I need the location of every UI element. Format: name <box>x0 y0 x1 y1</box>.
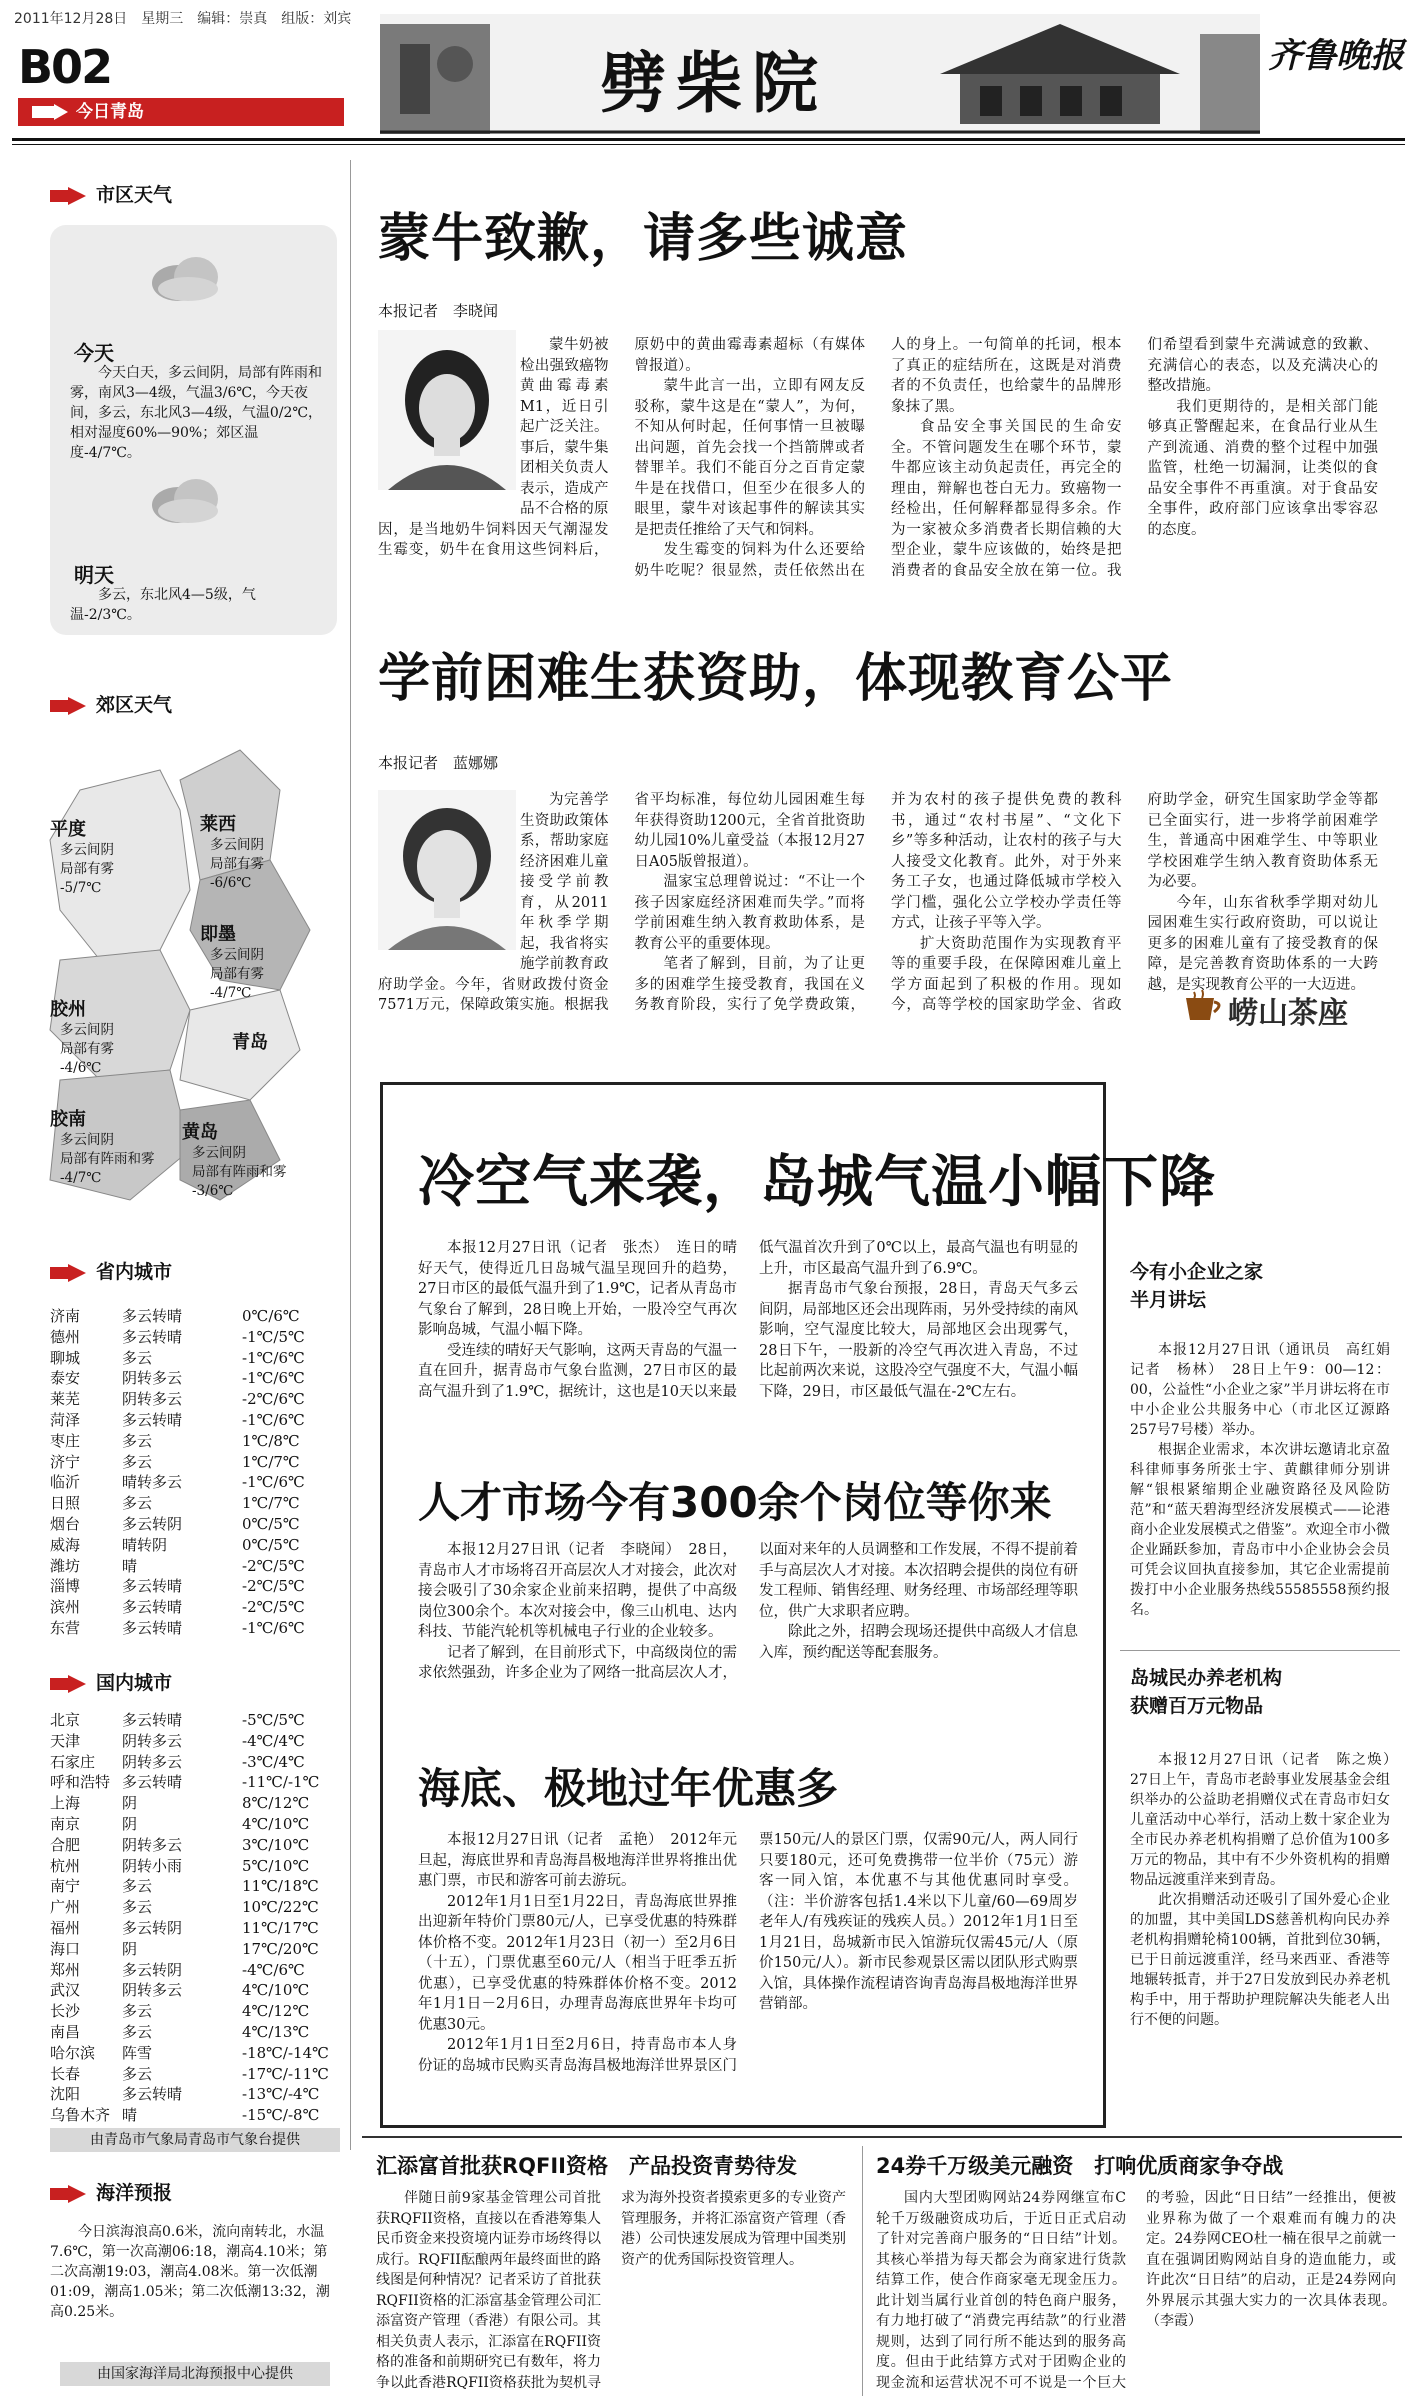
region-name: 莱西 <box>200 814 236 835</box>
article3-title: 人才市场今有300余个岗位等你来 <box>418 1478 1052 1527</box>
article3-paragraph: 除此之外，招聘会现场还提供中高级人才信息入库，预约配送等配套服务。 <box>759 1624 1078 1661</box>
city-condition: 阴转多云 <box>122 1752 183 1771</box>
city-temp: -2℃/5℃ <box>242 1598 305 1617</box>
city-condition: 多云 <box>122 2002 153 2021</box>
city-condition: 晴转阴 <box>122 1535 168 1554</box>
today-title: 今天 <box>74 341 114 365</box>
city-condition: 阴转小雨 <box>122 1856 183 1875</box>
article1-paragraph: 发生霉变的饲料为什么还要给奶牛吃呢？很显然，责任依然出在人的身上。一句简单的托词，根本了真正的症结所在，这既是对消费者的不负责任，也给蒙牛的品牌形象抹了黑。 <box>634 337 1122 579</box>
map-region-label <box>232 1028 268 1054</box>
city-temp: -2℃/5℃ <box>242 1577 305 1596</box>
region-forecast-line: 局部有雾 <box>210 966 264 982</box>
city-row <box>50 1472 340 1493</box>
city-row <box>50 1618 340 1639</box>
city-name: 南京 <box>50 1814 81 1833</box>
city-temp: -2℃/6℃ <box>242 1390 305 1409</box>
city-name: 沈阳 <box>50 2085 81 2104</box>
city-name: 南宁 <box>50 1877 81 1896</box>
suburb-weather-heading-text: 郊区天气 <box>96 694 173 716</box>
city-temp: 1℃/8℃ <box>242 1431 300 1450</box>
bottom-col-divider <box>862 2146 863 2396</box>
city-condition: 多云 <box>122 1348 153 1367</box>
city-name: 莱芜 <box>50 1390 81 1409</box>
section-arrow-icon <box>32 104 68 120</box>
region-forecast-line: 局部有雾 <box>60 861 114 877</box>
city-condition: 阴转多云 <box>122 1835 183 1854</box>
article3-body <box>418 1540 1078 1700</box>
feature-title: 冷空气来袭，岛城气温小幅下降 <box>418 1150 1216 1215</box>
city-temp: 4℃/10℃ <box>242 1814 310 1833</box>
city-row <box>50 1493 340 1514</box>
cloud-icon-tomorrow <box>148 475 222 525</box>
city-condition: 多云转晴 <box>122 2085 183 2104</box>
national-city-table <box>50 1710 340 2126</box>
city-name: 枣庄 <box>50 1431 81 1450</box>
city-name: 海口 <box>50 1939 81 1958</box>
city-row <box>50 1556 340 1577</box>
city-name: 滨州 <box>50 1598 81 1617</box>
city-name: 天津 <box>50 1731 81 1750</box>
city-name: 合肥 <box>50 1835 81 1854</box>
city-name: 聊城 <box>50 1348 81 1367</box>
city-temp: -3℃/4℃ <box>242 1752 305 1771</box>
article2-paragraph: 笔者了解到，目前，为了让更多的困难学生接受教育，我国在义务教育阶段，实行了免学费政策，并为农村的孩子提供免费的教科书，通过“农村书屋”、“文化下乡”等多种活动，让农村的孩子与大人接受文化教育。此外，对于外来务工子女，也通过降低城市学校入学门槛，强化公立学校办学责任等方式，让孩子平等入学。 <box>634 792 1122 1013</box>
article2-byline: 本报记者 蓝娜娜 <box>378 754 499 772</box>
city-name: 威海 <box>50 1535 81 1554</box>
city-temp: -1℃/6℃ <box>242 1410 305 1429</box>
tomorrow-forecast: 多云，东北风4—5级，气温-2/3℃。 <box>70 587 256 623</box>
region-forecast-line: -4/7℃ <box>210 985 252 1001</box>
national-heading-text: 国内城市 <box>96 1672 173 1694</box>
city-name: 长春 <box>50 2064 81 2083</box>
city-condition: 多云 <box>122 2064 153 2083</box>
city-row <box>50 1389 340 1410</box>
city-name: 杭州 <box>50 1856 81 1875</box>
city-weather-heading <box>50 180 172 207</box>
bottom2-body <box>876 2188 1396 2393</box>
city-temp: 17℃/20℃ <box>242 1939 319 1958</box>
province-heading-text: 省内城市 <box>96 1261 173 1283</box>
city-row <box>50 1306 340 1327</box>
right-title-2b: 获赠百万元物品 <box>1130 1695 1264 1717</box>
city-condition: 阵雪 <box>122 2043 153 2062</box>
right1-paragraph: 本报12月27日讯（通讯员 高红娟 记者 杨林） 28日上午9：00—12：00，公益性“小企业之家”半月讲坛将在市中小企业公共服务中心（市北区辽源路257号7号楼）举办。 <box>1130 1342 1404 1438</box>
city-temp: 4℃/12℃ <box>242 2002 310 2021</box>
ocean-heading-text: 海洋预报 <box>96 2182 173 2204</box>
city-temp: -1℃/6℃ <box>242 1618 305 1637</box>
right-body-1 <box>1130 1340 1404 1640</box>
city-temp: -18℃/-14℃ <box>242 2043 329 2062</box>
article4-body <box>418 1830 1078 2078</box>
region-forecast-line: 多云间阴 <box>60 1132 114 1148</box>
city-temp: -11℃/-1℃ <box>242 1773 320 1792</box>
city-condition: 阴转多云 <box>122 1369 183 1388</box>
region-forecast-line: 多云间阴 <box>192 1145 246 1161</box>
right1-paragraph: 根据企业需求，本次讲坛邀请北京盈科律师事务所张士宇、黄麒律师分别讲解“银根紧缩期企业融资路径及风险防范”和“蓝天碧海型经济发展模式——论港商小企业发展模式之借鉴”。欢迎全市小微企业踊跃参加，青岛市中小企业协会会员可凭会议回执直接参加，其它企业需提前拨打中小企业服务热线55585558预约报名。 <box>1130 1442 1390 1618</box>
header-rule-thin <box>12 144 1405 145</box>
city-row <box>50 1731 340 1752</box>
bottom1-title: 汇添富首批获RQFII资格 产品投资青势待发 <box>376 2154 797 2178</box>
city-row <box>50 1576 340 1597</box>
city-row <box>50 1980 340 2001</box>
suburb-weather-heading <box>50 690 172 717</box>
city-temp: 1℃/7℃ <box>242 1494 300 1513</box>
region-forecast-line: -5/7℃ <box>60 880 102 896</box>
feature-paragraph: 本报12月27日讯（记者 张杰） 连日的晴好天气，使得近几日岛城气温呈现回升的趋势，27日市区的最低气温升到了1.9℃，记者从青岛市气象台了解到，28日晚上开始，一股冷空气再次影响岛城，气温小幅下降。 <box>418 1240 737 1338</box>
article3-paragraph: 本报12月27日讯（记者 李晓闻） 28日，青岛市人才市场将召开高层次人才对接会，此次对接会吸引了30余家企业前来招聘，提供了中高级岗位300余个。本次对接会中，像三山机电、达内科技、节能汽轮机等机械电子行业的企业较多。 <box>418 1542 737 1640</box>
city-condition: 多云转晴 <box>122 1773 183 1792</box>
right-title-2 <box>1130 1664 1282 1720</box>
portrait-spacer <box>378 335 520 507</box>
city-name: 哈尔滨 <box>50 2043 96 2062</box>
city-condition: 阴 <box>122 1794 138 1813</box>
region-name: 即墨 <box>200 924 236 945</box>
article4-paragraph: 2012年1月1日至2月6日，持青岛市本人身份证的岛城市民购买青岛海昌极地海洋世界景区门票150元/人的景区门票，仅需90元/人，两人同行只要180元，还可免费携带一位半价（75元）游客一同入馆，本优惠不与其他优惠同时享受。（注：半价游客包括1.4米以下儿童/60—69周岁老年人/有残疾证的残疾人员。）2012年1月1日至1月21日，岛城新市民入馆游玩仅需45元/人（原价150元/人）。新市民参观景区需以团队形式购票入馆，具体操作流程请咨询青岛海昌极地海洋世界营销部。 <box>418 1832 1078 2074</box>
city-name: 上海 <box>50 1794 81 1813</box>
right-title-1b: 半月讲坛 <box>1130 1289 1207 1311</box>
city-condition: 多云转晴 <box>122 1410 183 1429</box>
issue-meta: 2011年12月28日 星期三 编辑：崇真 组版：刘宾 <box>14 11 352 27</box>
city-name: 淄博 <box>50 1577 81 1596</box>
red-arrow-icon <box>50 1675 86 1693</box>
city-row <box>50 1348 340 1369</box>
masthead-title: 劈柴院 <box>600 44 828 122</box>
city-temp: 0℃/6℃ <box>242 1307 300 1325</box>
city-name: 南昌 <box>50 2022 81 2041</box>
city-temp: 4℃/10℃ <box>242 1981 310 2000</box>
right2-paragraph: 本报12月27日讯（记者 陈之焕） 27日上午，青岛市老龄事业发展基金会组织举办的公益助老捐赠仪式在青岛市妇女儿童活动中心举行，活动上数十家企业为全市民办养老机构捐赠了总价值为100多万元的物品，其中有不少外资机构的捐赠物品远渡重洋来到青岛。 <box>1130 1752 1404 1888</box>
city-condition: 多云 <box>122 1494 153 1513</box>
city-condition: 多云转阴 <box>122 1918 183 1937</box>
city-temp: -1℃/5℃ <box>242 1327 305 1346</box>
city-name: 呼和浩特 <box>50 1773 111 1792</box>
city-row <box>50 1368 340 1389</box>
city-temp: -1℃/6℃ <box>242 1348 305 1367</box>
city-name: 武汉 <box>50 1981 81 2000</box>
city-row <box>50 1856 340 1877</box>
city-temp: -4℃/6℃ <box>242 1960 305 1979</box>
city-condition: 多云转晴 <box>122 1307 183 1325</box>
feature-paragraph: 据青岛市气象台预报，28日，青岛天气多云间阴，局部地区还会出现阵雨，另外受持续的南风影响，空气湿度比较大，局部地区会出现雾气，28日下午，一股新的冷空气再次进入青岛，不过比起前两次来说，这股冷空气强度不大，气温小幅下降，29日，市区最低气温在-2℃左右。 <box>759 1281 1078 1400</box>
city-row <box>50 2043 340 2064</box>
city-condition: 多云转晴 <box>122 1577 183 1596</box>
city-temp: -17℃/-11℃ <box>242 2064 329 2083</box>
paper-name-logo: 齐鲁晚报 <box>1268 36 1404 76</box>
city-condition: 多云转晴 <box>122 1711 183 1729</box>
city-temp: -4℃/4℃ <box>242 1731 305 1750</box>
city-condition: 多云转阴 <box>122 1960 183 1979</box>
region-name: 平度 <box>50 819 86 840</box>
city-row <box>50 1876 340 1897</box>
article1-paragraph: 食品安全事关国民的生命安全。不管问题发生在哪个环节，蒙牛都应该主动负起责任，再完全的理由，辩解也苍白无力。致癌物一经检出，任何解释都显得多余。作为一家被众多消费者长期信赖的大型企业，蒙牛应该做的，始终是把消费者的食品安全放在第一位。我们希望看到蒙牛充满诚意的致歉、充满信心的表态，以及充满决心的整改措施。 <box>891 337 1378 579</box>
city-name: 广州 <box>50 1898 81 1917</box>
region-forecast-line: 多云间阴 <box>210 947 264 963</box>
column-divider <box>350 160 351 2150</box>
article2-paragraph: 今年，山东省秋季学期对幼儿园困难生实行政府资助，可以说让更多的困难儿童有了接受教育的保障，是完善教育资助体系的一大跨越，是实现教育公平的一大迈进。 <box>1147 894 1378 993</box>
city-temp: 4℃/13℃ <box>242 2022 310 2041</box>
weather-credit: 由青岛市气象局青岛市气象台提供 <box>50 2128 340 2152</box>
city-name: 福州 <box>50 1918 81 1937</box>
article1-body <box>378 335 1378 593</box>
article1-byline: 本报记者 李晓闻 <box>378 302 499 320</box>
city-name: 郑州 <box>50 1960 81 1979</box>
article2-paragraph: 温家宝总理曾说过：“不让一个孩子因家庭经济困难而失学。”而将学前困难生纳入教育救助体系，是教育公平的重要体现。 <box>634 874 865 952</box>
city-condition: 多云 <box>122 1431 153 1450</box>
red-arrow-icon <box>50 187 86 205</box>
region-forecast-line: -3/6℃ <box>192 1183 234 1199</box>
right-body-2 <box>1130 1750 1404 2122</box>
city-row <box>50 1918 340 1939</box>
right-title-1 <box>1130 1258 1263 1314</box>
city-row <box>50 1452 340 1473</box>
city-row <box>50 1327 340 1348</box>
article3-paragraph: 记者了解到，在目前形式下，中高级岗位的需求依然强劲，许多企业为了网络一批高层次人才，以面对来年的人员调整和工作发展，不得不提前着手与高层次人才对接。本次招聘会提供的岗位有研发工程师、销售经理、财务经理、市场部经理等职位，供广大求职者应聘。 <box>418 1542 1078 1681</box>
city-row <box>50 2022 340 2043</box>
article1-paragraph: 蒙牛此言一出，立即有网友反驳称，蒙牛这是在“蒙人”，为何，不知从何时起，任何事情一旦被曝出问题，首先会找一个挡箭牌或者替罪羊。我们不能百分之百肯定蒙牛是在找借口，但至少在很多人的眼里，蒙牛对该起事件的解读其实是把责任推给了天气和饲料。 <box>634 378 865 538</box>
city-name: 乌鲁木齐 <box>50 2106 111 2125</box>
red-arrow-icon <box>50 697 86 715</box>
ocean-heading <box>50 2178 172 2205</box>
map-region-label <box>50 995 114 1078</box>
feature-body <box>418 1238 1078 1438</box>
city-condition: 多云 <box>122 2022 153 2041</box>
city-condition: 阴转多云 <box>122 1390 183 1409</box>
portrait-spacer <box>378 790 520 958</box>
city-name: 菏泽 <box>50 1410 81 1429</box>
city-condition: 阴转多云 <box>122 1981 183 2000</box>
region-name: 胶州 <box>50 999 86 1020</box>
city-row <box>50 1535 340 1556</box>
city-condition: 多云 <box>122 1877 153 1896</box>
city-condition: 晴转多云 <box>122 1473 183 1492</box>
region-forecast-line: 多云间阴 <box>210 837 264 853</box>
city-temp: 1℃/7℃ <box>242 1452 300 1471</box>
city-condition: 多云转阴 <box>122 1514 183 1533</box>
city-condition: 晴 <box>122 2106 138 2125</box>
city-temp: 3℃/10℃ <box>242 1835 310 1854</box>
city-row <box>50 1410 340 1431</box>
red-arrow-icon <box>50 2185 86 2203</box>
region-forecast-line: 局部有雾 <box>210 856 264 872</box>
region-forecast-line: 局部有阵雨和雾 <box>192 1164 287 1180</box>
city-temp: 5℃/10℃ <box>242 1856 310 1875</box>
city-row <box>50 1835 340 1856</box>
region-forecast-line: 多云间阴 <box>60 842 114 858</box>
city-name: 石家庄 <box>50 1752 96 1771</box>
city-temp: 11℃/17℃ <box>242 1918 319 1937</box>
region-name: 黄岛 <box>182 1122 218 1143</box>
article4-paragraph: 2012年1月1日至1月22日，青岛海底世界推出迎新年特价门票80元/人，已享受优惠的特殊群体价格不变。2012年1月23日（初一）至2月6日（十五），门票优惠至60元/人（相当于旺季五折优惠），已享受优惠的特殊群体价格不变。2012年1月1日－2月6日，办理青岛海底世界年卡均可优惠30元。 <box>418 1893 737 2033</box>
section-label: 今日青岛 <box>76 102 144 122</box>
city-name: 东营 <box>50 1618 81 1637</box>
city-temp: 8℃/12℃ <box>242 1794 310 1813</box>
city-row <box>50 2001 340 2022</box>
city-temp: -15℃/-8℃ <box>242 2106 320 2125</box>
map-region-label <box>200 920 264 1003</box>
city-row <box>50 2084 340 2105</box>
city-condition: 阴转多云 <box>122 1731 183 1750</box>
city-row <box>50 1939 340 1960</box>
city-row <box>50 1772 340 1793</box>
bottom1-paragraph: 伴随日前9家基金管理公司首批获RQFII资格，直接以在香港筹集人民币资金来投资境内证券市场终得以成行。RQFII酝酿两年最终面世的路线图是何种情况？记者采访了首批获RQFII资格的汇添富基金管理公司汇添富资产管理（香港）有限公司。其相关负责人表示，汇添富在RQFII资格的准备和前期研究已有数年，将力争以此香港RQFII资格获批为契机寻求为海外投资者摸索更多的专业资产管理服务，并将汇添富资产管理（香港）公司快速发展成为管理中国类别资产的优秀国际投资管理人。 <box>376 2190 846 2391</box>
city-name: 烟台 <box>50 1514 81 1533</box>
region-name: 胶南 <box>50 1109 86 1130</box>
region-forecast-line: -4/6℃ <box>60 1060 102 1076</box>
section-tag <box>18 98 344 126</box>
city-name: 泰安 <box>50 1369 81 1388</box>
ocean-credit: 由国家海洋局北海预报中心提供 <box>60 2362 330 2386</box>
city-temp: -2℃/5℃ <box>242 1556 305 1575</box>
city-row <box>50 1514 340 1535</box>
ocean-forecast: 今日滨海浪高0.6米，流向南转北，水温7.6℃，第一次高潮06:18，潮高4.10米；第二次高潮19:03，潮高4.08米。第一次低潮01:09，潮高1.05米；第二次低潮13:32，潮高0.25米。 <box>50 2224 330 2320</box>
article2-paragraph: 扩大资助范围作为实现教育平等的重要手段，在保障困难儿童上学方面起到了积极的作用。现如今，高等学校的国家助学金、省政府助学金，研究生国家助学金等都已全面实行，进一步将学前困难学生，普通高中困难学生、中等职业学校困难学生纳入教育资助体系无为必要。 <box>891 792 1378 1013</box>
feature-paragraph: 受连续的晴好天气影响，这两天青岛的气温一直在回升，据青岛市气象台监测，27日市区的最高气温升到了1.9℃，据统计，这也是10天以来最低气温首次升到了0℃以上，最高气温也有明显的上升，市区最高气温升到了6.9℃。 <box>418 1240 1078 1400</box>
city-condition: 阴 <box>122 1814 138 1833</box>
right2-paragraph: 此次捐赠活动还吸引了国外爱心企业的加盟，其中美国LDS慈善机构向民办养老机构捐赠轮椅100辆，首批到位30辆，已于日前远渡重洋，经马来西亚、香港等地辗转抵青，并于27日发放到民办养老机构手中，用于帮助护理院解决失能老人出行不便的问题。 <box>1130 1892 1390 2028</box>
map-region-label <box>50 815 114 898</box>
city-name: 潍坊 <box>50 1556 81 1575</box>
page-number: B02 <box>18 40 112 94</box>
city-row <box>50 1814 340 1835</box>
map-region-label <box>50 1105 155 1188</box>
region-forecast-line: 局部有阵雨和雾 <box>60 1151 155 1167</box>
city-row <box>50 1960 340 1981</box>
article1-paragraph: 蒙牛奶被检出强致癌物黄曲霉毒素M1，近日引起广泛关注。事后，蒙牛集团相关负责人表示，造成产品不合格的原因，是当地奶牛饲料因天气潮湿发生霉变，奶牛在食用这些饲料后，原奶中的黄曲霉毒素超标（有媒体曾报道）。 <box>378 337 865 558</box>
red-arrow-icon <box>50 1264 86 1282</box>
region-forecast-line: -6/6℃ <box>210 875 252 891</box>
city-row <box>50 1431 340 1452</box>
article2-title: 学前困难生获资助，体现教育公平 <box>378 649 1174 709</box>
city-row <box>50 1752 340 1773</box>
cloud-icon <box>148 253 222 303</box>
city-name: 济南 <box>50 1307 81 1325</box>
city-condition: 晴 <box>122 1556 138 1575</box>
today-forecast: 今天白天，多云间阴，局部有阵雨和雾，南风3—4级，气温3/6℃，今天夜间，多云，东北风3—4级，气温0/2℃，相对湿度60%—90%；郊区温度-4/7℃。 <box>70 365 323 461</box>
region-forecast-line: 多云间阴 <box>60 1022 114 1038</box>
tea-cup-icon <box>1182 990 1226 1024</box>
city-condition: 多云转晴 <box>122 1618 183 1637</box>
right-divider <box>1120 1650 1400 1651</box>
city-row <box>50 1793 340 1814</box>
city-temp: -1℃/6℃ <box>242 1473 305 1492</box>
bottom2-title: 24券千万级美元融资 打响优质商家争夺战 <box>876 2154 1284 2178</box>
city-condition: 多云转晴 <box>122 1598 183 1617</box>
article1-title: 蒙牛致歉，请多些诚意 <box>378 209 909 269</box>
article1-paragraph: 我们更期待的，是相关部门能够真正警醒起来，在食品行业从生产到流通、消费的整个过程中加强监管，杜绝一切漏洞，让类似的食品安全事件不再重演。对于食品安全事件，政府部门应该拿出零容忍的态度。 <box>1147 398 1378 538</box>
region-name: 青岛 <box>232 1032 268 1053</box>
city-row <box>50 1897 340 1918</box>
city-weather-heading-text: 市区天气 <box>96 184 173 206</box>
bottom2-paragraph: 国内大型团购网站24券网继宣布C轮千万级融资成功后，于近日正式启动了针对完善商户服务的“日日结”计划。其核心举措为每天都会为商家进行货款结算工作，使合作商家毫无现金压力。此计划当属行业首创的特色商户服务，有力地打破了“消费完再结款”的行业潜规则，达到了同行所不能达到的服务高度。但由于此结算方式对于团购企业的现金流和运营状况不可不说是一个巨大的考验，因此“日日结”一经推出，便被业界称为做了一个艰难而有魄力的决定。24券网CEO杜一楠在很早之前就一直在强调团购网站自身的造血能力，或许此次“日日结”的启动，正是24券网向外界展示其强大实力的一次具体表现。（李霞） <box>876 2190 1396 2391</box>
article2-paragraph: 为完善学生资助政策体系，帮助家庭经济困难儿童接受学前教育，从2011年秋季学期起，我省将实施学前教育政府助学金。今年，省财政拨付资金7571万元，保障政策实施。根据我省平均标准，每位幼儿园困难生每年获得资助1200元，全省首批资助幼儿园10%儿童受益（本报12月27日A05版曾报道）。 <box>378 792 865 1013</box>
header-rule <box>12 138 1405 141</box>
city-temp: -1℃/6℃ <box>242 1369 305 1388</box>
bottom1-body <box>376 2188 846 2393</box>
city-temp: 0℃/5℃ <box>242 1514 300 1533</box>
city-name: 德州 <box>50 1327 81 1346</box>
article4-title: 海底、极地过年优惠多 <box>418 1764 839 1813</box>
right-title-2a: 岛城民办养老机构 <box>1130 1667 1283 1689</box>
city-row <box>50 2064 340 2085</box>
bottom-rule <box>362 2136 1402 2138</box>
city-condition: 多云 <box>122 1898 153 1917</box>
article4-paragraph: 本报12月27日讯（记者 孟艳） 2012年元旦起，海底世界和青岛海昌极地海洋世界将推出优惠门票，市民和游客可前去游玩。 <box>418 1832 737 1889</box>
city-condition: 多云 <box>122 1452 153 1471</box>
map-region-label <box>182 1118 287 1201</box>
city-name: 长沙 <box>50 2002 81 2021</box>
city-row <box>50 2105 340 2126</box>
city-row <box>50 1710 340 1731</box>
region-forecast-line: 局部有雾 <box>60 1041 114 1057</box>
city-temp: -13℃/-4℃ <box>242 2085 320 2104</box>
column-logo: 崂山茶座 <box>1228 996 1348 1031</box>
province-city-table <box>50 1306 340 1639</box>
national-heading <box>50 1668 172 1695</box>
city-row <box>50 1597 340 1618</box>
right-title-1a: 今有小企业之家 <box>1130 1261 1264 1283</box>
city-name: 临沂 <box>50 1473 81 1492</box>
city-condition: 多云转晴 <box>122 1327 183 1346</box>
city-name: 日照 <box>50 1494 81 1513</box>
map-region-label <box>200 810 264 893</box>
city-name: 济宁 <box>50 1452 81 1471</box>
city-temp: 0℃/5℃ <box>242 1535 300 1554</box>
city-name: 北京 <box>50 1711 81 1729</box>
city-temp: -5℃/5℃ <box>242 1711 305 1729</box>
city-weather-panel <box>50 225 337 635</box>
city-temp: 11℃/18℃ <box>242 1877 319 1896</box>
city-temp: 10℃/22℃ <box>242 1898 319 1917</box>
region-forecast-line: -4/7℃ <box>60 1170 102 1186</box>
province-heading <box>50 1257 172 1284</box>
city-condition: 阴 <box>122 1939 138 1958</box>
tomorrow-title: 明天 <box>74 563 114 587</box>
